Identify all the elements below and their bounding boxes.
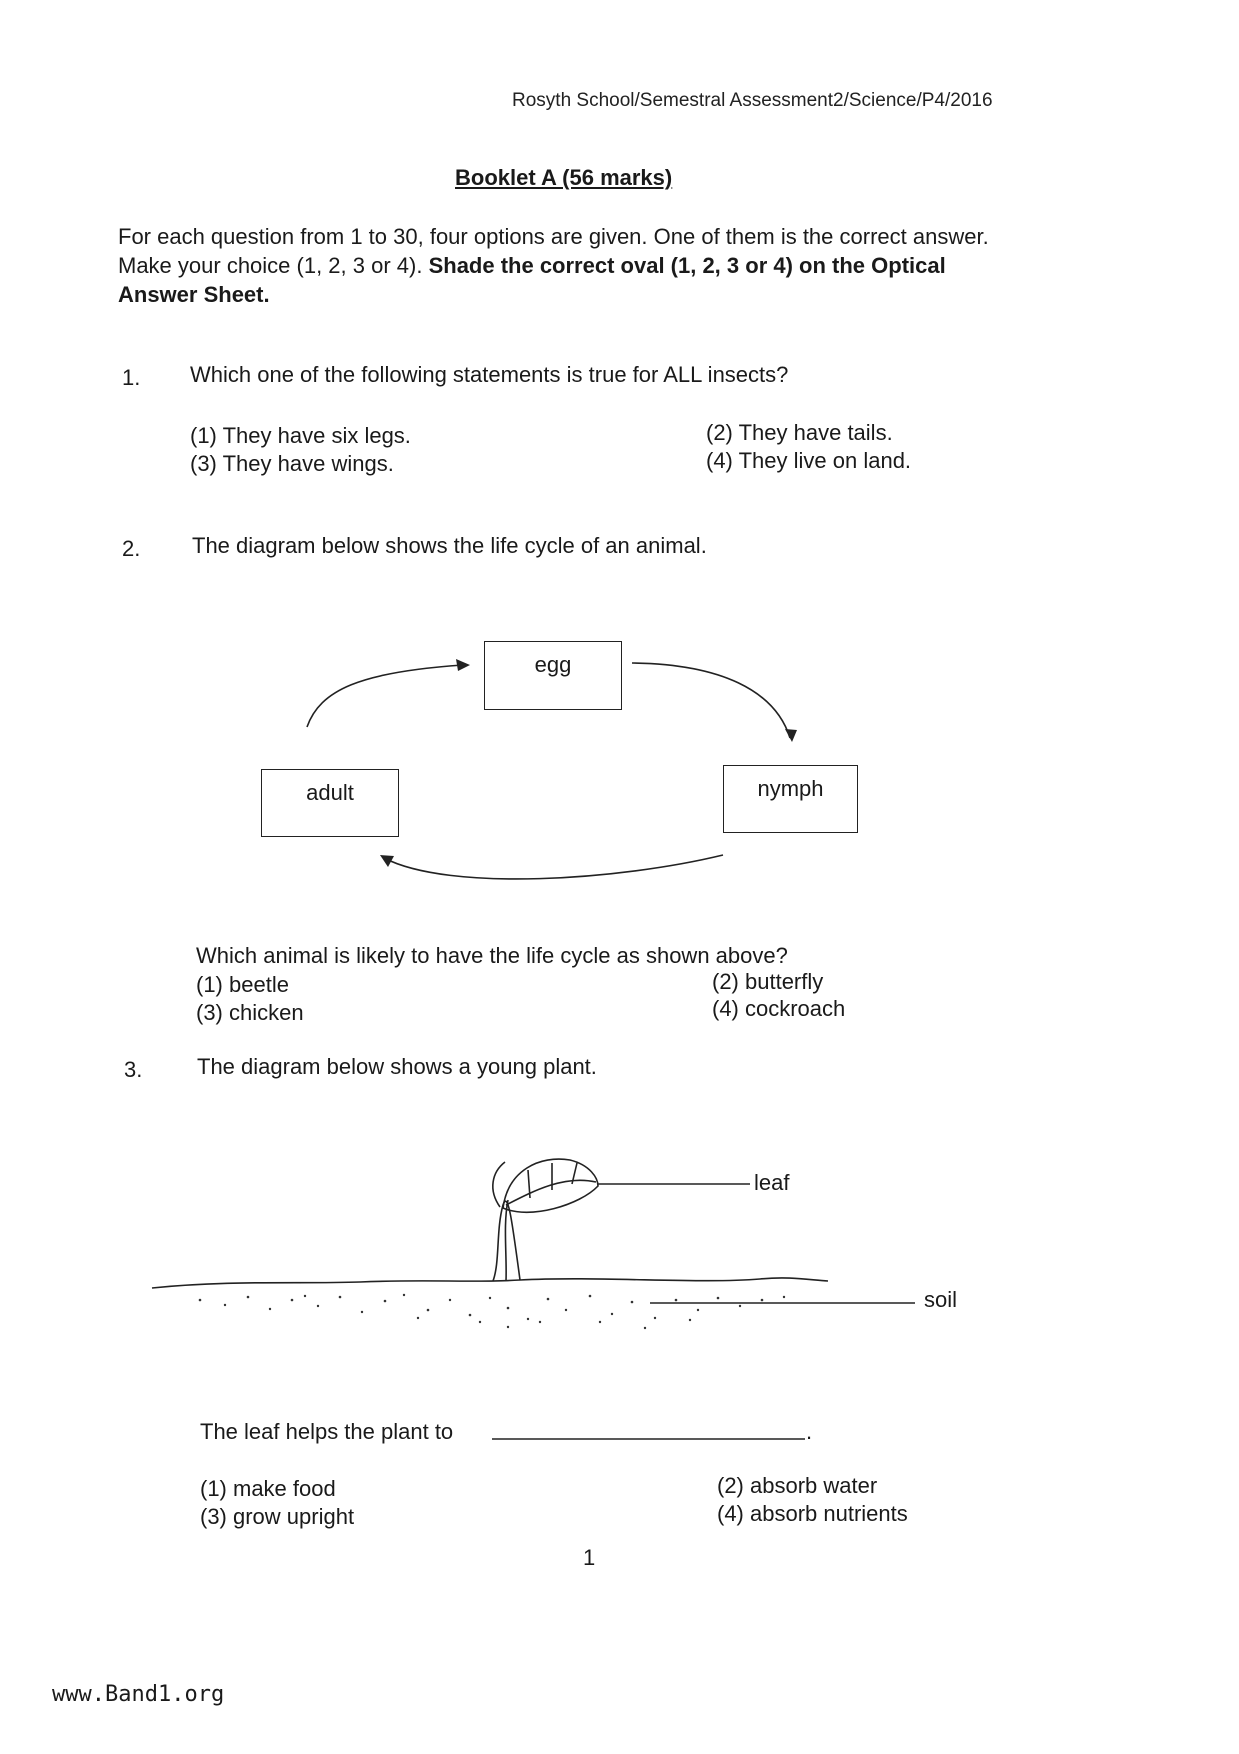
question-3-option-4: (4) absorb nutrients xyxy=(717,1501,908,1526)
question-3-option-2: (2) absorb water xyxy=(717,1473,878,1498)
question-3-number: 3. xyxy=(124,1057,143,1082)
question-2-option-2: (2) butterfly xyxy=(712,969,824,994)
instructions-bold: Shade the correct oval (1, 2, 3 or 4) on the Optical Answer Sheet. xyxy=(118,253,946,307)
arrowhead-nymph xyxy=(785,729,797,742)
page-number: 1 xyxy=(583,1545,596,1570)
question-3-prompt-period: . xyxy=(806,1419,813,1444)
question-2-text: The diagram below shows the life cycle of an animal. xyxy=(192,533,707,558)
question-1-option-1: (1) They have six legs. xyxy=(190,423,411,448)
question-2-prompt: Which animal is likely to have the life cycle as shown above? xyxy=(196,943,788,968)
arrow-nymph-to-adult xyxy=(384,855,723,879)
soil-speckles xyxy=(199,1294,786,1329)
soil-line xyxy=(152,1278,828,1288)
arrowhead-egg xyxy=(456,659,470,671)
question-3-option-1: (1) make food xyxy=(200,1476,336,1501)
arrow-adult-to-egg xyxy=(307,665,463,727)
stage-adult-label: adult xyxy=(306,780,354,805)
question-2-number: 2. xyxy=(122,536,141,561)
plant-leaf-vein xyxy=(506,1180,596,1205)
question-3-text: The diagram below shows a young plant. xyxy=(197,1054,597,1079)
stage-nymph-box xyxy=(723,765,858,833)
question-1-option-4: (4) They live on land. xyxy=(706,448,912,473)
instructions-plain: For each question from 1 to 30, four options are given. One of them is the correct answer. Make your choice (1, 2, 3 or 4). xyxy=(118,224,989,278)
question-2-option-3: (3) chicken xyxy=(196,1000,304,1025)
stage-egg-box xyxy=(484,641,622,710)
plant-stem-inner xyxy=(505,1200,508,1281)
label-soil: soil xyxy=(924,1287,958,1312)
stage-adult-box xyxy=(261,769,399,837)
plant-leaf-back xyxy=(493,1162,505,1207)
label-leaf: leaf xyxy=(754,1170,790,1195)
question-3-prompt: The leaf helps the plant to xyxy=(200,1419,454,1444)
stage-nymph-label: nymph xyxy=(757,776,824,801)
page-header: Rosyth School/Semestral Assessment2/Science/P4/2016 xyxy=(512,90,993,111)
footer-url: www.Band1.org xyxy=(52,1682,225,1707)
question-2-option-4: (4) cockroach xyxy=(712,996,846,1021)
question-1-option-2: (2) They have tails. xyxy=(706,420,893,445)
question-3-option-3: (3) grow upright xyxy=(200,1504,355,1529)
arrow-egg-to-nymph xyxy=(632,663,790,738)
booklet-title: Booklet A (56 marks) xyxy=(455,165,673,190)
question-2-option-1: (1) beetle xyxy=(196,972,289,997)
question-1-text: Which one of the following statements is true for ALL insects? xyxy=(190,362,789,387)
stage-egg-label: egg xyxy=(534,652,572,677)
question-1-number: 1. xyxy=(122,365,141,390)
question-1-option-3: (3) They have wings. xyxy=(190,451,394,476)
